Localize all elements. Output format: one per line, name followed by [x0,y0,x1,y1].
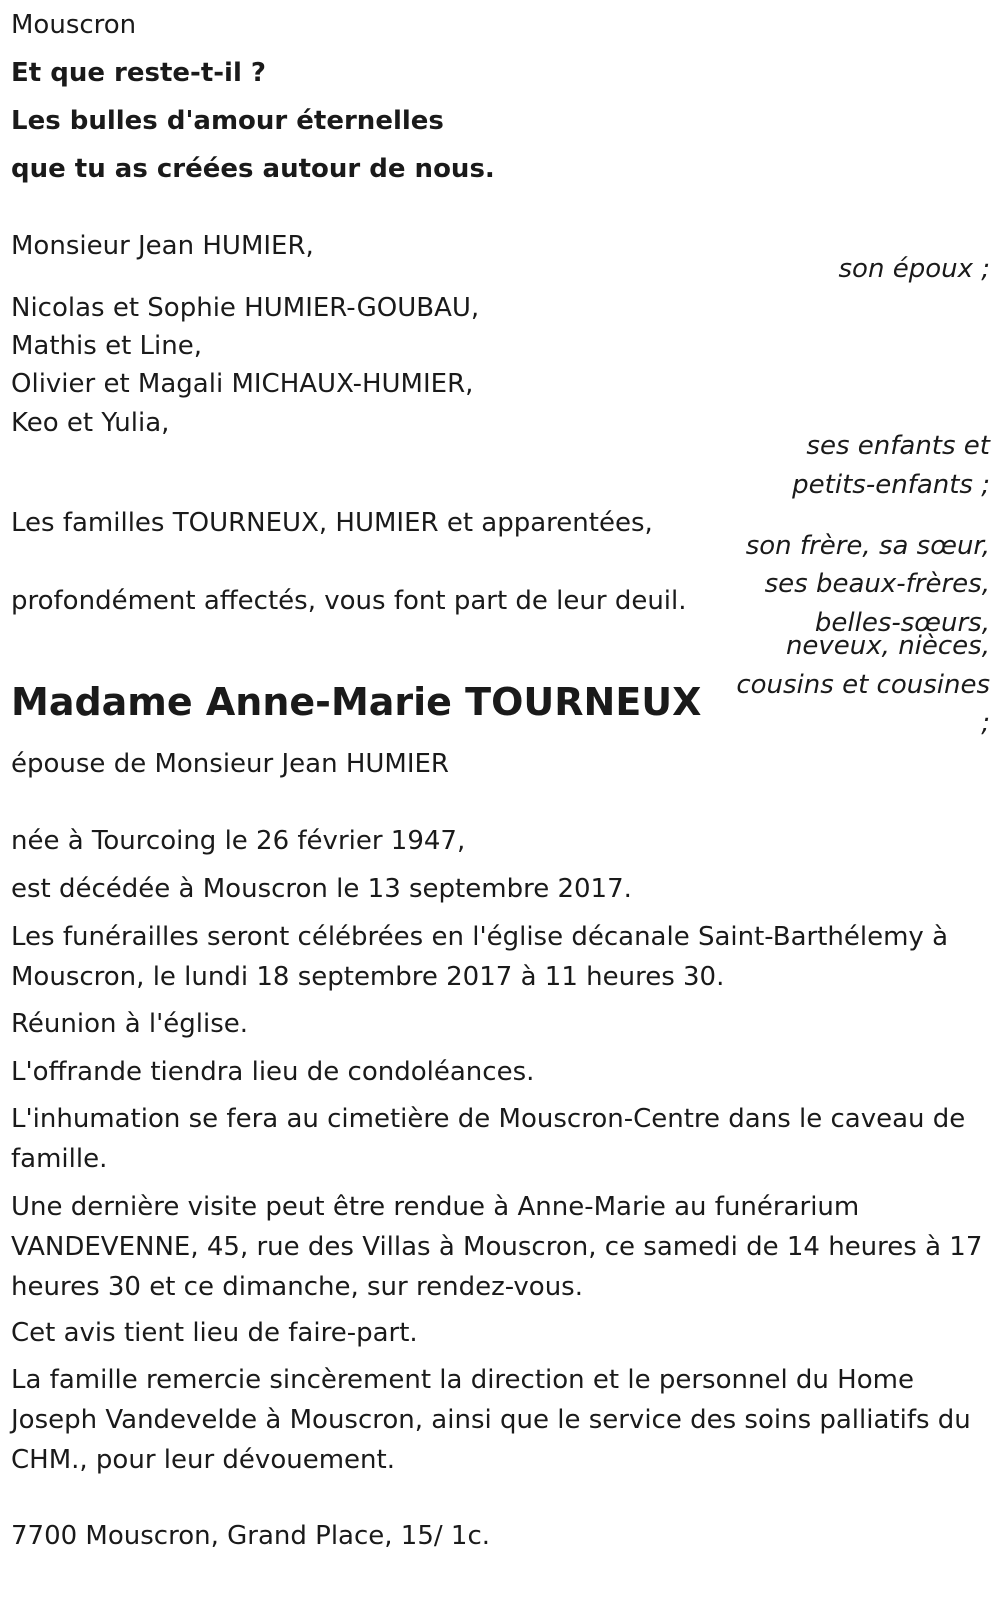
died-line: est décédée à Mouscron le 13 septembre 2017. [11,874,632,904]
city-header: Mouscron [11,10,137,40]
born-line: née à Tourcoing le 26 février 1947, [11,826,466,856]
burial-paragraph: L'inhumation se fera au cimetière de Mouscron-Centre dans le caveau de famille. [11,1104,966,1174]
families-line: Les familles TOURNEUX, HUMIER et apparentées, [11,508,653,538]
relation-family-2: ses beaux-frères, [764,569,990,599]
relation-family-6: ; [981,708,990,738]
relation-children-1: ses enfants et [806,431,990,461]
child-line-4: Keo et Yulia, [11,408,170,438]
poem-line-3: que tu as créées autour de nous. [11,154,495,184]
wife-of-line: épouse de Monsieur Jean HUMIER [11,749,449,779]
relation-family-3: belles-sœurs, [814,608,990,638]
poem-line-2: Les bulles d'amour éternelles [11,106,444,136]
offering-paragraph: L'offrande tiendra lieu de condoléances. [11,1057,535,1087]
relation-children-2: petits-enfants ; [792,470,990,500]
relation-spouse: son époux ; [838,254,990,284]
notice-paragraph: Cet avis tient lieu de faire-part. [11,1318,418,1348]
deceased-name: Madame Anne-Marie TOURNEUX [11,680,702,724]
child-line-3: Olivier et Magali MICHAUX-HUMIER, [11,369,474,399]
relation-family-1: son frère, sa sœur, [745,531,990,561]
visit-paragraph: Une dernière visite peut être rendue à Anne-Marie au funérarium VANDEVENNE, 45, rue des Villas à Mouscron, ce samedi de 14 heures à 17 heures 30 et ce dimanche, sur rendez-vous. [11,1192,983,1302]
child-line-2: Mathis et Line, [11,331,202,361]
relation-family-5: cousins et cousines [736,670,990,700]
affected-line: profondément affectés, vous font part de leur deuil. [11,586,687,616]
address-line: 7700 Mouscron, Grand Place, 15/ 1c. [11,1521,491,1551]
relation-family-4: neveux, nièces, [785,631,990,661]
poem-line-1: Et que reste-t-il ? [11,58,267,88]
child-line-1: Nicolas et Sophie HUMIER-GOUBAU, [11,293,480,323]
meeting-paragraph: Réunion à l'église. [11,1009,249,1039]
funeral-paragraph: Les funérailles seront célébrées en l'église décanale Saint-Barthélemy à Mouscron, le lundi 18 septembre 2017 à 11 heures 30. [11,922,949,992]
thanks-paragraph: La famille remercie sincèrement la direction et le personnel du Home Joseph Vandevelde à Mouscron, ainsi que le service des soins palliatifs du CHM., pour leur dévouement. [11,1365,971,1475]
spouse-line: Monsieur Jean HUMIER, [11,231,314,261]
